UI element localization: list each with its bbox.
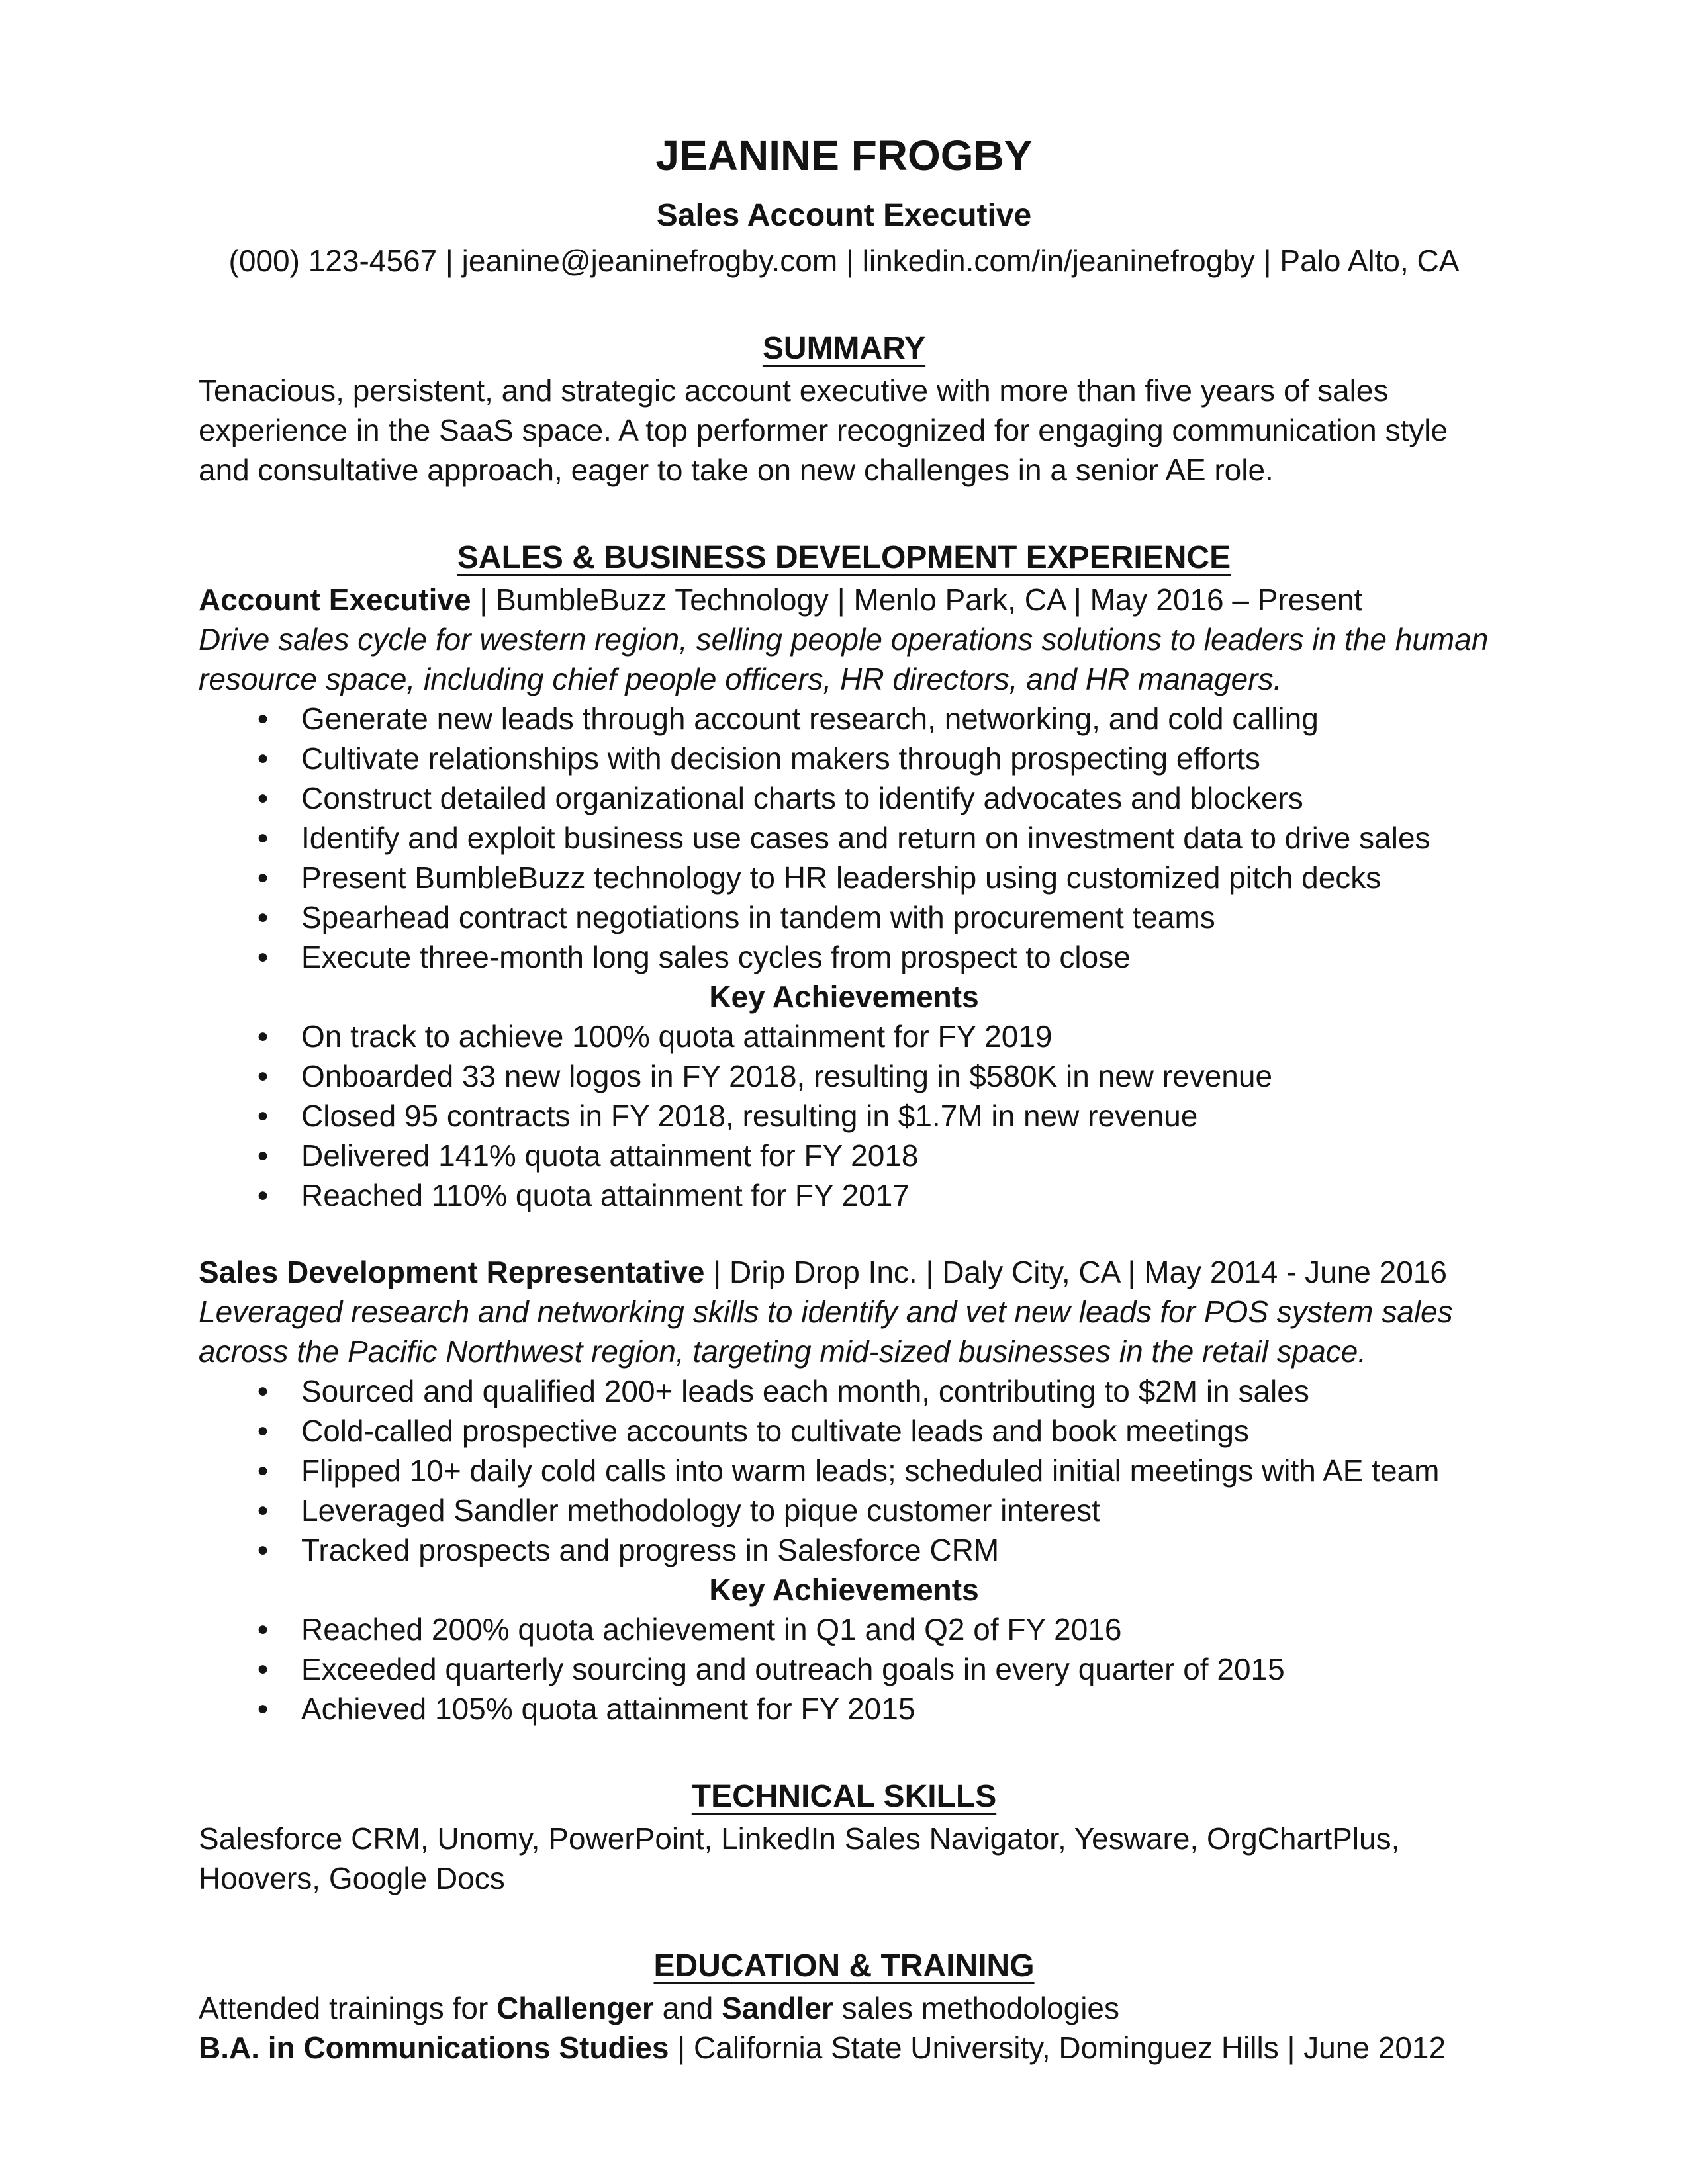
- bullet-item: ● Identify and exploit business use cases and return on investment data to drive sales: [199, 818, 1489, 858]
- job-header: [199, 580, 1489, 619]
- achievement-item: ● Closed 95 contracts in FY 2018, resulting in $1.7M in new revenue: [199, 1096, 1489, 1136]
- degree-name: B.A. in Communications Studies: [199, 2030, 669, 2065]
- section-technical-skills: [199, 1776, 1489, 1898]
- bullet-item: ● Cultivate relationships with decision makers through prospecting efforts: [199, 739, 1489, 778]
- bullet-item: ● Cold-called prospective accounts to cultivate leads and book meetings: [199, 1411, 1489, 1451]
- achievement-item: ● Achieved 105% quota attainment for FY 2015: [199, 1689, 1489, 1729]
- bullet-item: ● Generate new leads through account research, networking, and cold calling: [199, 699, 1489, 739]
- bullet-item: ● Spearhead contract negotiations in tandem with procurement teams: [199, 897, 1489, 937]
- education-training-line: [199, 1988, 1489, 2028]
- job-meta: | Drip Drop Inc. | Daly City, CA | May 2014 - June 2016: [704, 1255, 1448, 1289]
- section-education: [199, 1946, 1489, 2068]
- experience-heading: SALES & BUSINESS DEVELOPMENT EXPERIENCE: [457, 540, 1231, 575]
- resume-name: JEANINE FROGBY: [655, 132, 1033, 179]
- technical-skills-heading: TECHNICAL SKILLS: [691, 1779, 997, 1814]
- job-header: [199, 1252, 1489, 1292]
- bullet-item: ● Present BumbleBuzz technology to HR leadership using customized pitch decks: [199, 858, 1489, 897]
- achievement-item: ● Onboarded 33 new logos in FY 2018, resulting in $580K in new revenue: [199, 1056, 1489, 1096]
- achievements-list: [199, 1017, 1489, 1215]
- achievement-item: ● Reached 110% quota attainment for FY 2017: [199, 1175, 1489, 1215]
- job-duties-list: [199, 1371, 1489, 1570]
- training-method-challenger: Challenger: [496, 1991, 654, 2025]
- training-prefix: Attended trainings for: [199, 1991, 497, 2025]
- bullet-item: ● Tracked prospects and progress in Salesforce CRM: [199, 1530, 1489, 1570]
- contact-line: (000) 123-4567 | jeanine@jeaninefrogby.com | linkedin.com/in/jeaninefrogby | Palo Alto, CA: [228, 244, 1460, 278]
- achievements-list: [199, 1610, 1489, 1729]
- bullet-item: ● Flipped 10+ daily cold calls into warm leads; scheduled initial meetings with AE team: [199, 1451, 1489, 1490]
- job-duties-list: [199, 699, 1489, 977]
- job-meta: | BumbleBuzz Technology | Menlo Park, CA | May 2016 – Present: [471, 582, 1363, 617]
- job-sales-development-representative: [199, 1252, 1489, 1729]
- bullet-item: ● Construct detailed organizational charts to identify advocates and blockers: [199, 778, 1489, 818]
- resume-header: [199, 130, 1489, 281]
- training-suffix: sales methodologies: [833, 1991, 1119, 2025]
- key-achievements-heading: Key Achievements: [709, 1572, 979, 1607]
- education-degree-line: [199, 2028, 1489, 2068]
- bullet-item: ● Execute three-month long sales cycles from prospect to close: [199, 937, 1489, 977]
- summary-paragraph: Tenacious, persistent, and strategic account executive with more than five years of sales experience in the SaaS space. A top performer recognized for engaging communication style and consultative approach, eager to take on new challenges in a senior AE role.: [199, 373, 1448, 487]
- job-account-executive: [199, 580, 1489, 1215]
- degree-meta: | California State University, Dominguez Hills | June 2012: [669, 2030, 1446, 2065]
- training-middle: and: [653, 1991, 722, 2025]
- section-experience: [199, 537, 1489, 1729]
- achievement-item: ● Reached 200% quota achievement in Q1 and Q2 of FY 2016: [199, 1610, 1489, 1649]
- skills-paragraph: Salesforce CRM, Unomy, PowerPoint, LinkedIn Sales Navigator, Yesware, OrgChartPlus, Hoovers, Google Docs: [199, 1821, 1400, 1895]
- summary-heading: SUMMARY: [762, 331, 926, 366]
- bullet-item: ● Sourced and qualified 200+ leads each month, contributing to $2M in sales: [199, 1371, 1489, 1411]
- job-description: Drive sales cycle for western region, selling people operations solutions to leaders in the human resource space, including chief people officers, HR directors, and HR managers.: [199, 622, 1489, 696]
- job-description: Leveraged research and networking skills to identify and vet new leads for POS system sales across the Pacific Northwest region, targeting mid-sized businesses in the retail space.: [199, 1295, 1453, 1369]
- training-method-sandler: Sandler: [722, 1991, 833, 2025]
- job-title: Sales Development Representative: [199, 1255, 705, 1289]
- achievement-item: ● Exceeded quarterly sourcing and outreach goals in every quarter of 2015: [199, 1649, 1489, 1689]
- achievement-item: ● Delivered 141% quota attainment for FY 2018: [199, 1136, 1489, 1175]
- job-title: Account Executive: [199, 582, 471, 617]
- section-summary: [199, 328, 1489, 490]
- bullet-item: ● Leveraged Sandler methodology to pique customer interest: [199, 1490, 1489, 1530]
- key-achievements-heading: Key Achievements: [709, 979, 979, 1014]
- resume-job-title: Sales Account Executive: [656, 198, 1032, 233]
- achievement-item: ● On track to achieve 100% quota attainment for FY 2019: [199, 1017, 1489, 1056]
- education-heading: EDUCATION & TRAINING: [653, 1948, 1035, 1983]
